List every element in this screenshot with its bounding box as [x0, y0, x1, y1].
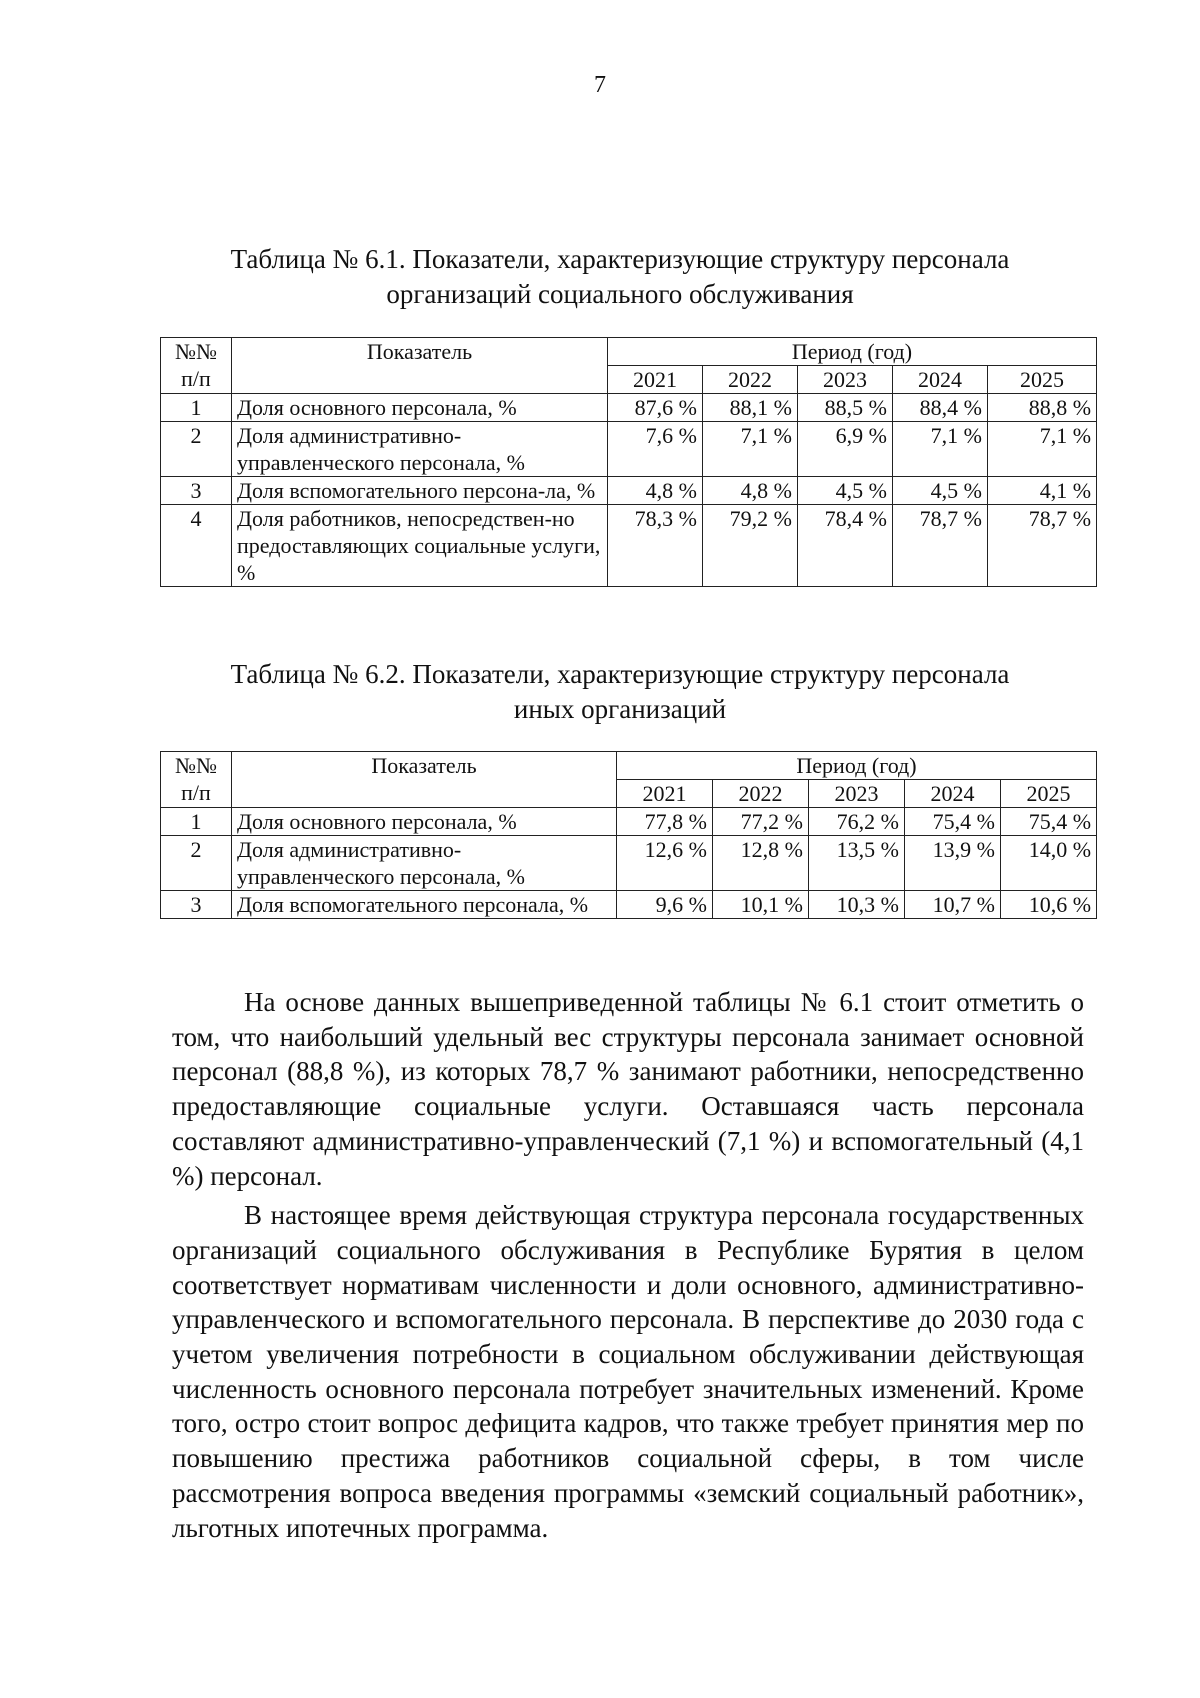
row-value: 87,6 % [608, 394, 703, 422]
table-row [161, 836, 1097, 891]
row-indicator: Доля вспомогательного персона-ла, % [232, 477, 608, 505]
row-value: 7,1 % [893, 422, 988, 477]
row-value: 78,7 % [988, 505, 1097, 587]
row-value: 88,1 % [703, 394, 798, 422]
body-text [172, 985, 1084, 1545]
row-value: 4,8 % [608, 477, 703, 505]
table-row [161, 808, 1097, 836]
row-indicator: Доля административно-управленческого персонала, % [232, 422, 608, 477]
row-value: 7,6 % [608, 422, 703, 477]
row-value: 13,9 % [905, 836, 1001, 891]
row-value: 7,1 % [703, 422, 798, 477]
page-number: 7 [594, 72, 606, 98]
table-6-1-title [160, 242, 1080, 312]
row-value: 75,4 % [1001, 808, 1097, 836]
paragraph: В настоящее время действующая структура персонала государственных организаций социального обслуживания в Республике Бурятия в целом соответствует нормативам численности и доли основного, административно-управленческого и вспомогательного персонала. В перспективе до 2030 года с учетом увеличения потребности в социальном обслуживании действующая численность основного персонала потребует значительных изменений. Кроме того, остро стоит вопрос дефицита кадров, что также требует принятия мер по повышению престижа работников социальной сферы, в том числе рассмотрения вопроса введения программы «земский социальный работник», льготных ипотечных программа. [172, 1200, 1084, 1543]
row-value: 10,7 % [905, 891, 1001, 919]
row-value: 76,2 % [809, 808, 905, 836]
row-number: 2 [161, 422, 232, 477]
row-indicator: Доля работников, непосредствен-но предоставляющих социальные услуги, % [232, 505, 608, 587]
table-title-line: Таблица № 6.2. Показатели, характеризующие структуру персонала [230, 659, 1010, 689]
table-6-2 [160, 751, 1097, 919]
row-value: 4,5 % [798, 477, 893, 505]
row-value: 7,1 % [988, 422, 1097, 477]
row-value: 75,4 % [905, 808, 1001, 836]
header-year: 2023 [798, 366, 893, 394]
row-value: 78,4 % [798, 505, 893, 587]
header-row-number: №№ п/п [161, 752, 232, 808]
table-row [161, 505, 1097, 587]
row-value: 6,9 % [798, 422, 893, 477]
row-value: 14,0 % [1001, 836, 1097, 891]
table-title-line: организаций социального обслуживания [386, 279, 854, 309]
header-year: 2023 [809, 780, 905, 808]
row-value: 88,5 % [798, 394, 893, 422]
paragraph: На основе данных вышеприведенной таблицы № 6.1 стоит отметить о том, что наибольший удельный вес структуры персонала занимает основной персонал (88,8 %), из которых 78,7 % занимают работники, непосредственно предоставляющие социальные услуги. Оставшаяся часть персонала составляют административно-управленческий (7,1 %) и вспомогательный (4,1 %) персонал. [172, 987, 1084, 1191]
table-6-1 [160, 337, 1097, 587]
row-value: 10,1 % [713, 891, 809, 919]
row-number: 1 [161, 394, 232, 422]
header-row-number: №№ п/п [161, 338, 232, 394]
row-indicator: Доля основного персонала, % [232, 394, 608, 422]
header-year: 2024 [893, 366, 988, 394]
row-value: 88,4 % [893, 394, 988, 422]
row-value: 4,5 % [893, 477, 988, 505]
header-year: 2021 [608, 366, 703, 394]
row-number: 2 [161, 836, 232, 891]
header-year: 2022 [713, 780, 809, 808]
row-value: 9,6 % [617, 891, 713, 919]
row-value: 77,2 % [713, 808, 809, 836]
row-value: 79,2 % [703, 505, 798, 587]
row-value: 4,1 % [988, 477, 1097, 505]
row-value: 10,6 % [1001, 891, 1097, 919]
row-value: 77,8 % [617, 808, 713, 836]
row-value: 13,5 % [809, 836, 905, 891]
row-number: 1 [161, 808, 232, 836]
row-value: 78,3 % [608, 505, 703, 587]
row-value: 12,8 % [713, 836, 809, 891]
row-value: 12,6 % [617, 836, 713, 891]
header-indicator: Показатель [232, 338, 608, 394]
header-year: 2025 [1001, 780, 1097, 808]
header-year: 2022 [703, 366, 798, 394]
table-row [161, 891, 1097, 919]
table-6-2-title [160, 657, 1080, 727]
row-value: 4,8 % [703, 477, 798, 505]
row-indicator: Доля вспомогательного персонала, % [232, 891, 617, 919]
row-number: 3 [161, 477, 232, 505]
row-value: 10,3 % [809, 891, 905, 919]
row-indicator: Доля административно-управленческого персонала, % [232, 836, 617, 891]
table-title-line: иных организаций [513, 694, 727, 724]
header-year: 2024 [905, 780, 1001, 808]
row-value: 88,8 % [988, 394, 1097, 422]
table-row [161, 477, 1097, 505]
row-number: 3 [161, 891, 232, 919]
header-year: 2021 [617, 780, 713, 808]
table-title-line: Таблица № 6.1. Показатели, характеризующие структуру персонала [230, 244, 1010, 274]
header-period: Период (год) [617, 752, 1097, 780]
row-value: 78,7 % [893, 505, 988, 587]
table-row [161, 394, 1097, 422]
header-indicator: Показатель [232, 752, 617, 808]
row-number: 4 [161, 505, 232, 587]
table-row [161, 422, 1097, 477]
header-year: 2025 [988, 366, 1097, 394]
row-indicator: Доля основного персонала, % [232, 808, 617, 836]
header-period: Период (год) [608, 338, 1097, 366]
